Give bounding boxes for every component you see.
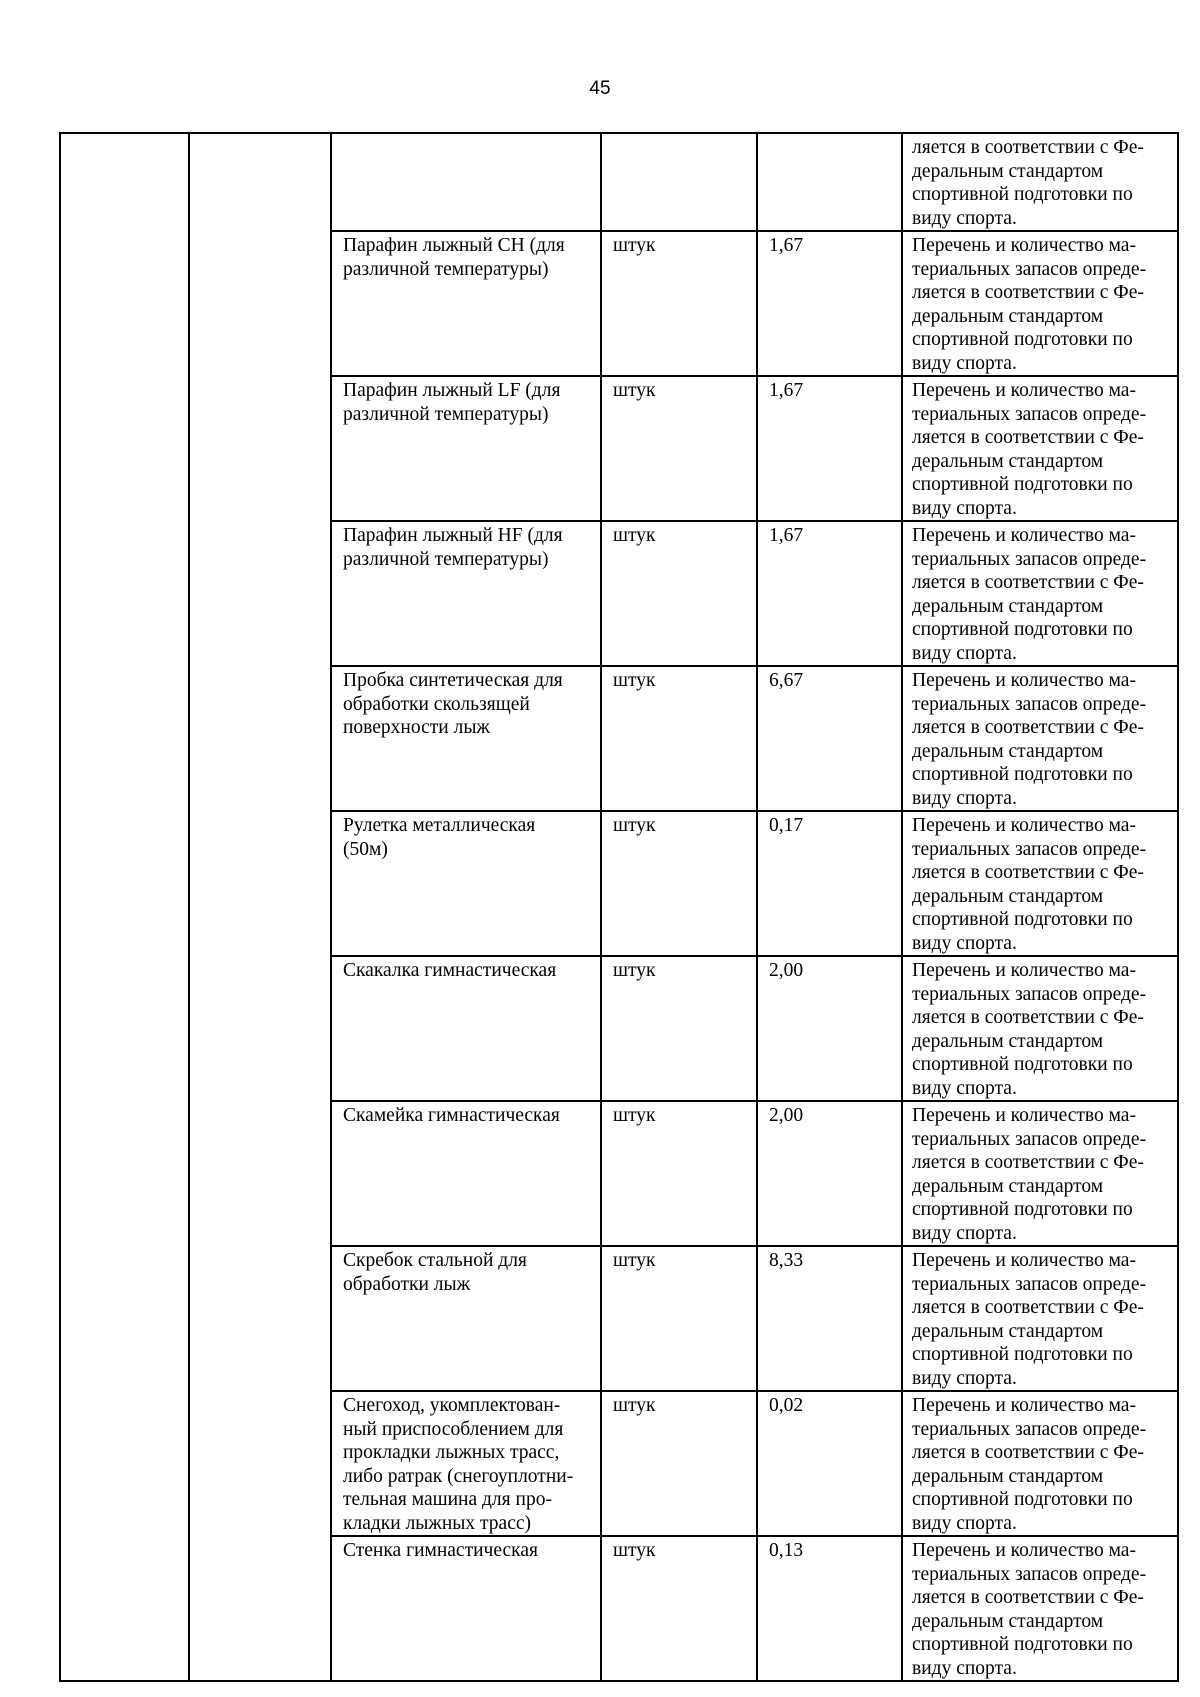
cell-unit: штук — [601, 376, 757, 521]
cell-note: Перечень и количество ма- териальных запасов опреде- ляется в соответствии с Фе- деральным стандартом спортивной подготовки по виду спорта. — [902, 1536, 1178, 1681]
cell-unit: штук — [601, 1536, 757, 1681]
cell-note: Перечень и количество ма- териальных запасов опреде- ляется в соответствии с Фе- деральным стандартом спортивной подготовки по виду спорта. — [902, 666, 1178, 811]
table-row-continued — [60, 133, 1178, 231]
cell-note: Перечень и количество ма- териальных запасов опреде- ляется в соответствии с Фе- деральным стандартом спортивной подготовки по виду спорта. — [902, 956, 1178, 1101]
cell-quantity: 2,00 — [757, 1101, 902, 1246]
cell-name: Парафин лыжный HF (для различной температуры) — [331, 521, 601, 666]
merged-cell-number — [60, 133, 189, 1681]
cell-unit: штук — [601, 1101, 757, 1246]
cell-quantity: 0,13 — [757, 1536, 902, 1681]
cell-name: Рулетка металлическая (50м) — [331, 811, 601, 956]
cell-name: Скребок стальной для обработки лыж — [331, 1246, 601, 1391]
cell-quantity: 1,67 — [757, 376, 902, 521]
cell-note: Перечень и количество ма- териальных запасов опреде- ляется в соответствии с Фе- деральным стандартом спортивной подготовки по виду спорта. — [902, 376, 1178, 521]
cell-note: Перечень и количество ма- териальных запасов опреде- ляется в соответствии с Фе- деральным стандартом спортивной подготовки по виду спорта. — [902, 521, 1178, 666]
cell-name: Парафин лыжный LF (для различной температуры) — [331, 376, 601, 521]
cell-unit: штук — [601, 1391, 757, 1536]
cell-name: Скамейка гимнастическая — [331, 1101, 601, 1246]
cell-note: Перечень и количество ма- териальных запасов опреде- ляется в соответствии с Фе- деральным стандартом спортивной подготовки по виду спорта. — [902, 231, 1178, 376]
cell-unit: штук — [601, 956, 757, 1101]
cell-name: Скакалка гимнастическая — [331, 956, 601, 1101]
cell-name: Снегоход, укомплектован- ный приспособлением для прокладки лыжных трасс, либо ратрак (снегоуплотни- тельная машина для про- кладки лыжных трасс) — [331, 1391, 601, 1536]
cell-quantity: 1,67 — [757, 521, 902, 666]
cell-note: Перечень и количество ма- териальных запасов опреде- ляется в соответствии с Фе- деральным стандартом спортивной подготовки по виду спорта. — [902, 1391, 1178, 1536]
cell-unit: штук — [601, 231, 757, 376]
cell-quantity: 2,00 — [757, 956, 902, 1101]
cell-note: ляется в соответствии с Фе- деральным стандартом спортивной подготовки по виду спорта. — [902, 133, 1178, 231]
page-number: 45 — [589, 78, 611, 99]
cell-note: Перечень и количество ма- териальных запасов опреде- ляется в соответствии с Фе- деральным стандартом спортивной подготовки по виду спорта. — [902, 811, 1178, 956]
cell-name: Стенка гимнастическая — [331, 1536, 601, 1681]
cell-unit: штук — [601, 666, 757, 811]
cell-unit: штук — [601, 1246, 757, 1391]
cell-quantity: 0,02 — [757, 1391, 902, 1536]
cell-quantity: 1,67 — [757, 231, 902, 376]
cell-name — [331, 133, 601, 231]
cell-note: Перечень и количество ма- териальных запасов опреде- ляется в соответствии с Фе- деральным стандартом спортивной подготовки по виду спорта. — [902, 1101, 1178, 1246]
cell-quantity: 6,67 — [757, 666, 902, 811]
cell-unit: штук — [601, 811, 757, 956]
cell-name: Парафин лыжный CH (для различной температуры) — [331, 231, 601, 376]
merged-cell-group — [189, 133, 331, 1681]
table-body — [60, 133, 1178, 1681]
cell-quantity — [757, 133, 902, 231]
equipment-table — [59, 132, 1179, 1682]
cell-note: Перечень и количество ма- териальных запасов опреде- ляется в соответствии с Фе- деральным стандартом спортивной подготовки по виду спорта. — [902, 1246, 1178, 1391]
cell-name: Пробка синтетическая для обработки скользящей поверхности лыж — [331, 666, 601, 811]
cell-unit: штук — [601, 521, 757, 666]
cell-quantity: 8,33 — [757, 1246, 902, 1391]
cell-unit — [601, 133, 757, 231]
cell-quantity: 0,17 — [757, 811, 902, 956]
